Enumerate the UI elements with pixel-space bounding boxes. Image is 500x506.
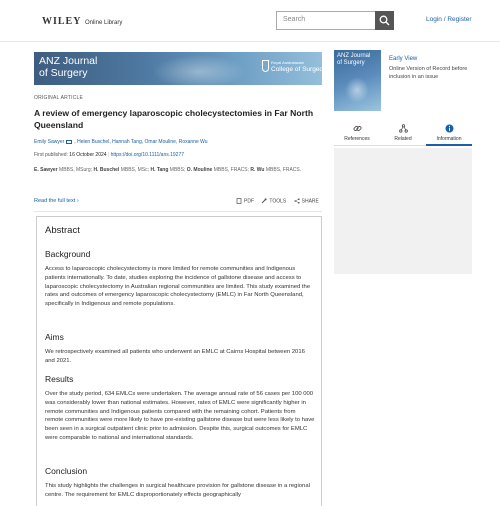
share-icon	[294, 198, 300, 204]
author-affiliations	[34, 167, 324, 175]
tab-related[interactable]	[380, 120, 426, 146]
pdf-button[interactable]	[236, 198, 254, 204]
share-button[interactable]	[294, 198, 319, 204]
cover-title-line2: of Surgery	[337, 60, 365, 66]
pdf-icon	[236, 198, 242, 204]
abstract-heading: Abstract	[45, 225, 80, 236]
author-link[interactable]: Omar Mouline	[144, 139, 176, 145]
author-link[interactable]: Roxanne Wu	[178, 139, 208, 145]
sidebar-tabs	[334, 120, 472, 146]
affil-degree: MBBS, FRACS;	[212, 167, 251, 173]
college-small-text: Royal Australasian	[271, 60, 305, 65]
publication-info	[34, 152, 184, 158]
banner-title-line2: of Surgery	[39, 67, 88, 79]
affil-degree: MBBS;	[168, 167, 187, 173]
article-type: ORIGINAL ARTICLE	[34, 95, 84, 101]
read-full-text-label: Read the full text	[34, 198, 76, 204]
early-view-link[interactable]: Early View	[389, 56, 418, 62]
early-view-description: Online Version of Record before inclusion in an issue	[389, 66, 468, 80]
tab-label: References	[344, 136, 370, 142]
search-input[interactable]	[276, 11, 394, 30]
background-text: Access to laparoscopic cholecystectomy is more limited for remote communities and Indigenous patients internationally. To date, studies exploring the incidence of gallstone disease and access to laparoscopic cholecystectomy in Australian regional communities are limited. This study examined the rates and outcomes of emergency laparoscopic cholecystectomy (EMLC) in Far North Queensland, specifically in Indigenous and remote populations.	[45, 266, 311, 308]
affil-name: H. Tang	[150, 167, 169, 173]
abstract-panel	[36, 216, 322, 506]
cover-title-line1: ANZ Journal	[337, 53, 371, 59]
separator: |	[107, 152, 110, 158]
affil-degree: MBBS, MSurg;	[57, 167, 94, 173]
first-published-label: First published:	[34, 152, 70, 158]
results-text: Over the study period, 634 EMLCs were undertaken. The average annual rate of 56 cases per 100 000 was considerably lower than national estimates. However, rates of EMLC were significantly higher in remote communities and Indigenous patients compared with the remaining cohort. Patients from remote communities were more likely to have pre-existing gallstone disease but were less likely to have been seen in a surgical outpatient clinic prior to admission. Despite this, surgical outcomes for EMLC were comparable to national and international standards.	[45, 391, 315, 441]
banner-journal-title	[39, 55, 97, 79]
wrench-icon	[261, 198, 267, 204]
journal-banner[interactable]	[34, 52, 330, 85]
envelope-icon[interactable]	[66, 140, 72, 144]
info-icon	[445, 124, 454, 133]
tools-button[interactable]	[261, 198, 286, 204]
banner-title-line1: ANZ Journal	[39, 55, 98, 67]
background-heading: Background	[45, 249, 91, 259]
brand-name: WILEY	[42, 16, 82, 27]
cover-image	[344, 76, 370, 104]
affil-name: O. Mouline	[186, 167, 213, 173]
network-icon	[399, 124, 408, 133]
information-panel	[334, 148, 472, 274]
journal-cover[interactable]	[334, 50, 381, 111]
article-title: A review of emergency laparoscopic cholecystectomies in Far North Queensland	[34, 108, 314, 130]
affil-name: H. Buschel	[93, 167, 120, 173]
tab-label: Information	[436, 136, 462, 142]
conclusion-text: This study highlights the challenges in surgical healthcare provision for gallstone disease in a regional centre. The requirement for EMLC disproportionately effects geographically	[45, 483, 310, 498]
divider	[34, 211, 322, 212]
affil-name: R. Wu	[250, 167, 265, 173]
search-button[interactable]	[375, 11, 394, 30]
tab-information[interactable]	[426, 120, 472, 146]
aims-heading: Aims	[45, 332, 64, 342]
search-icon	[379, 15, 390, 26]
brand-sub: Online Library	[84, 20, 123, 26]
doi-link[interactable]: https://doi.org/10.1111/ans.19277	[110, 152, 185, 158]
wiley-logo[interactable]	[42, 16, 122, 27]
banner-surgeons-image	[144, 52, 254, 85]
affil-degree: MBBS, MSc;	[119, 167, 151, 173]
affil-name: E. Sawyer	[34, 167, 58, 173]
chevron-right-icon: ›	[76, 198, 79, 204]
author-link[interactable]: Emily Sawyer	[34, 139, 65, 145]
link-icon	[353, 124, 362, 133]
college-big-text: College of Surgeons	[271, 66, 330, 73]
author-link[interactable]: Hannah Tang	[112, 139, 142, 145]
affil-degree: MBBS, FRACS.	[264, 167, 302, 173]
author-link[interactable]: Helen Buschel	[77, 139, 110, 145]
college-crest-icon	[262, 60, 269, 72]
tab-label: Related	[394, 136, 412, 142]
article-actions	[230, 198, 319, 204]
read-full-text-link[interactable]	[34, 198, 79, 204]
author-list: Emily Sawyer , Helen Buschel, Hannah Tang, Omar Mouline, Roxanne Wu	[34, 139, 208, 145]
results-heading: Results	[45, 374, 74, 384]
tab-references[interactable]	[334, 120, 380, 146]
first-published-date: 16 October 2024	[69, 152, 107, 158]
search-placeholder: Search	[283, 16, 306, 23]
aims-text: We retrospectively examined all patients who underwent an EMLC at Cairns Hospital between 2016 and 2021.	[45, 349, 305, 364]
conclusion-heading: Conclusion	[45, 466, 88, 476]
tools-label: TOOLS	[269, 198, 287, 205]
cover-title	[337, 53, 370, 67]
pdf-label: PDF	[244, 198, 254, 205]
top-header	[0, 0, 500, 42]
share-label: SHARE	[301, 198, 319, 205]
login-register-link[interactable]: Login / Register	[426, 16, 472, 23]
college-logo	[262, 58, 330, 80]
